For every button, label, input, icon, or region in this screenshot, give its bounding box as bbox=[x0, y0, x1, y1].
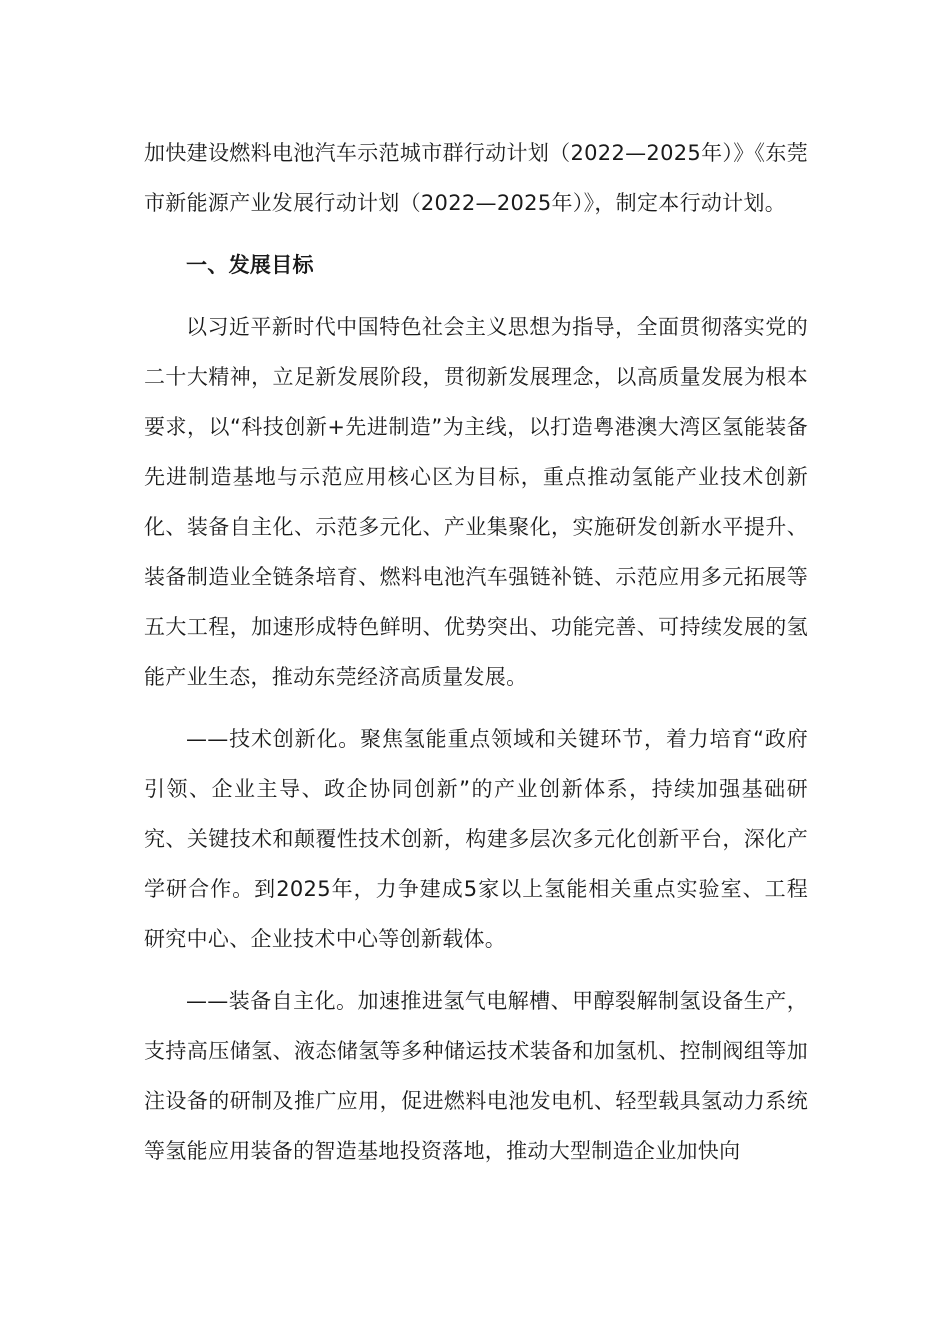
equipment-paragraph: ——装备自主化。加速推进氢气电解槽、甲醇裂解制氢设备生产，支持高压储氢、液态储氢等多种储运技术装备和加氢机、控制阀组等加注设备的研制及推广应用，促进燃料电池发电机、轻型载具氢动力系统等氢能应用装备的智造基地投资落地，推动大型制造企业加快向 bbox=[144, 989, 808, 1163]
document-page bbox=[144, 128, 808, 1176]
tech-innovation-paragraph: ——技术创新化。聚焦氢能重点领域和关键环节，着力培育“政府引领、企业主导、政企协同创新”的产业创新体系，持续加强基础研究、关键技术和颠覆性技术创新，构建多层次多元化创新平台，深化产学研合作。到2025年，力争建成5家以上氢能相关重点实验室、工程研究中心、企业技术中心等创新载体。 bbox=[144, 727, 808, 951]
intro-paragraph: 加快建设燃料电池汽车示范城市群行动计划（2022—2025年）》《东莞市新能源产业发展行动计划（2022—2025年）》，制定本行动计划。 bbox=[144, 141, 808, 215]
section-heading: 一、发展目标 bbox=[186, 253, 314, 277]
goal-paragraph: 以习近平新时代中国特色社会主义思想为指导，全面贯彻落实党的二十大精神，立足新发展阶段，贯彻新发展理念，以高质量发展为根本要求，以“科技创新+先进制造”为主线，以打造粤港澳大湾区氢能装备先进制造基地与示范应用核心区为目标，重点推动氢能产业技术创新化、装备自主化、示范多元化、产业集聚化，实施研发创新水平提升、装备制造业全链条培育、燃料电池汽车强链补链、示范应用多元拓展等五大工程，加速形成特色鲜明、优势突出、功能完善、可持续发展的氢能产业生态，推动东莞经济高质量发展。 bbox=[144, 315, 808, 689]
